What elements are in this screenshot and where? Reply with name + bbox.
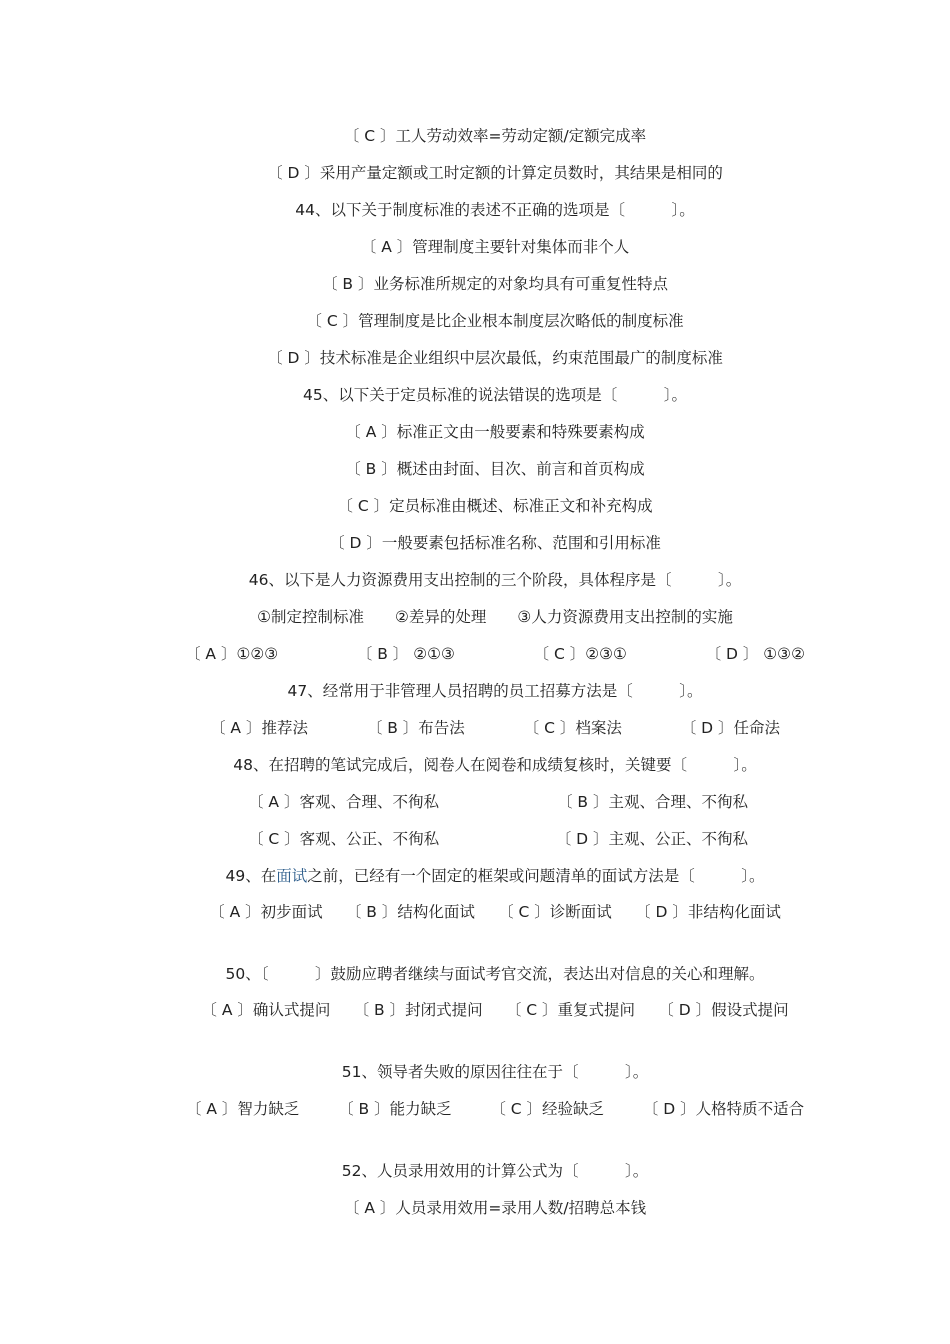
question-48-option-d: 〔 D 〕主观、公正、不徇私 — [555, 830, 748, 848]
question-48-option-b: 〔 B 〕主观、合理、不徇私 — [557, 793, 748, 811]
question-50-options: 〔 A 〕确认式提问 〔 B 〕封闭式提问 〔 C 〕重复式提问 〔 D 〕假设式提问 — [201, 1001, 789, 1019]
question-45-option-c: 〔 C 〕定员标准由概述、标准正文和补充构成 — [337, 497, 653, 515]
question-45-option-a: 〔 A 〕标准正文由一般要素和特殊要素构成 — [345, 423, 645, 441]
question-46: 46、以下是人力资源费用支出控制的三个阶段，具体程序是〔 〕。 — [248, 571, 742, 589]
question-45-option-b: 〔 B 〕概述由封面、目次、前言和首页构成 — [345, 460, 645, 478]
question-47-option-a: 〔 A 〕推荐法 — [210, 719, 308, 737]
question-46-steps: ①制定控制标准 ②差异的处理 ③人力资源费用支出控制的实施 — [257, 608, 733, 626]
question-47-option-c: 〔 C 〕档案法 — [523, 719, 622, 737]
question-45-option-d: 〔 D 〕一般要素包括标准名称、范围和引用标准 — [329, 534, 661, 552]
question-48-option-a: 〔 A 〕客观、合理、不徇私 — [248, 793, 439, 811]
question-47: 47、经常用于非管理人员招聘的员工招募方法是〔 〕。 — [287, 682, 703, 700]
question-49 — [185, 864, 805, 888]
question-49-options: 〔 A 〕初步面试 〔 B 〕结构化面试 〔 C 〕诊断面试 〔 D 〕非结构化面试 — [209, 903, 781, 921]
option-c-labor-efficiency: 〔 C 〕工人劳动效率=劳动定额/定额完成率 — [343, 127, 647, 145]
question-48-options-ab — [248, 790, 748, 814]
question-47-option-d: 〔 D 〕任命法 — [680, 719, 780, 737]
question-50: 50、〔 〕鼓励应聘者继续与面试考官交流，表达出对信息的关心和理解。 — [225, 965, 765, 983]
question-49-suffix: 之前，已经有一个固定的框架或问题清单的面试方法是〔 〕。 — [307, 867, 765, 885]
option-d-staffing-calc: 〔 D 〕采用产量定额或工时定额的计算定员数时，其结果是相同的 — [267, 164, 723, 182]
question-49-prefix: 49、在 — [225, 867, 277, 885]
question-47-option-b: 〔 B 〕布告法 — [366, 719, 465, 737]
question-48: 48、在招聘的笔试完成后，阅卷人在阅卷和成绩复核时，关键要〔 〕。 — [233, 756, 757, 774]
question-46-option-d: 〔 D 〕 ①③② — [705, 645, 805, 663]
question-48-options-cd — [248, 827, 748, 851]
question-44-option-b: 〔 B 〕业务标准所规定的对象均具有可重复性特点 — [322, 275, 668, 293]
question-52: 52、人员录用效用的计算公式为〔 〕。 — [341, 1162, 649, 1180]
question-52-option-a: 〔 A 〕人员录用效用=录用人数/招聘总本钱 — [343, 1199, 647, 1217]
question-46-option-c: 〔 C 〕②③① — [533, 645, 627, 663]
question-47-options — [210, 716, 780, 740]
question-45: 45、以下关于定员标准的说法错误的选项是〔 〕。 — [303, 386, 687, 404]
question-46-options — [185, 642, 805, 666]
question-48-option-c: 〔 C 〕客观、公正、不徇私 — [248, 830, 440, 848]
question-44-option-d: 〔 D 〕技术标准是企业组织中层次最低，约束范围最广的制度标准 — [267, 349, 723, 367]
question-51: 51、领导者失败的原因往往在于〔 〕。 — [341, 1063, 649, 1081]
question-44-option-a: 〔 A 〕管理制度主要针对集体而非个人 — [360, 238, 630, 256]
interview-link[interactable]: 面试 — [276, 867, 308, 885]
question-46-option-a: 〔 A 〕①②③ — [185, 645, 279, 663]
question-51-options: 〔 A 〕智力缺乏 〔 B 〕能力缺乏 〔 C 〕经验缺乏 〔 D 〕人格特质不适合 — [185, 1100, 805, 1118]
question-44: 44、以下关于制度标准的表述不正确的选项是〔 〕。 — [295, 201, 695, 219]
question-46-option-b: 〔 B 〕 ②①③ — [356, 645, 455, 663]
question-44-option-c: 〔 C 〕管理制度是比企业根本制度层次略低的制度标准 — [306, 312, 684, 330]
